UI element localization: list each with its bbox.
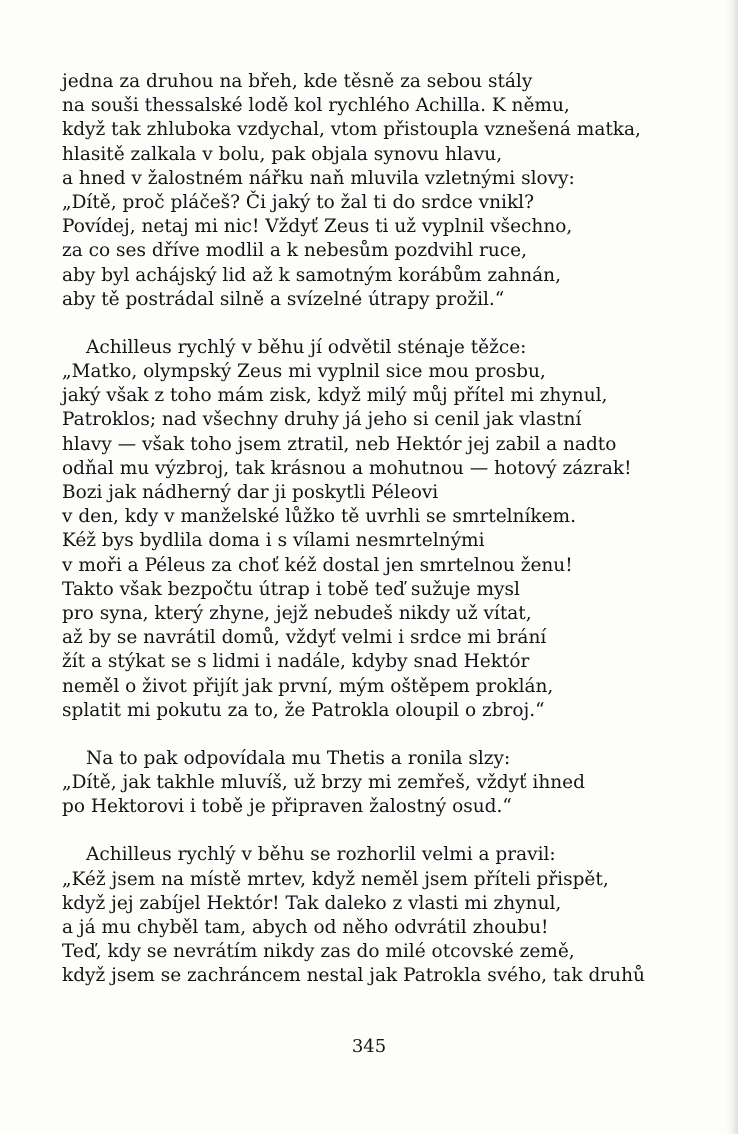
text-line: Na to pak odpovídala mu Thetis a ronila slzy: (86, 747, 511, 769)
text-line: když jej zabíjel Hektór! Tak daleko z vlasti mi zhynul, (62, 892, 562, 914)
text-line: v moři a Péleus za choť kéž dostal jen smrtelnou ženu! (62, 554, 573, 576)
text-line: jedna za druhou na břeh, kde těsně za sebou stály (62, 71, 533, 92)
text-line: Povídej, netaj mi nic! Vždyť Zeus ti už vyplnil všechno, (62, 216, 573, 238)
page-text (62, 70, 662, 989)
text-line: a hned v žalostném nářku naň mluvila vzletnými slovy: (62, 167, 575, 189)
text-line: za co ses dříve modlil a k nebesům pozdvihl ruce, (62, 240, 527, 262)
text-line: splatit mi pokutu za to, že Patrokla oloupil o zbroj.“ (62, 699, 545, 721)
text-line: a já mu chyběl tam, abych od něho odvrátil zhoubu! (62, 917, 549, 938)
text-line: hlasitě zalkala v bolu, pak objala synovu hlavu, (62, 143, 503, 165)
text-line: na souši thessalské lodě kol rychlého Achilla. K němu, (62, 95, 570, 117)
text-line: aby byl achájský lid až k samotným korábům zahnán, (62, 264, 561, 286)
text-line: „Dítě, proč pláčeš? Či jaký to žal ti do srdce vnikl? (62, 191, 535, 213)
text-line: „Matko, olympský Zeus mi vyplnil sice mou prosbu, (62, 361, 546, 383)
paragraph-gap (62, 819, 662, 843)
text-line: aby tě postrádal silně a svízelné útrapy prožil.“ (62, 288, 505, 310)
text-line: pro syna, který zhyne, jejž nebudeš nikdy už vítat, (62, 602, 532, 624)
text-line: neměl o život přijít jak první, mým oštěpem proklán, (62, 675, 554, 697)
text-line: žít a stýkat se s lidmi i nadále, kdyby snad Hektór (62, 651, 530, 673)
page-number: 345 (351, 1036, 387, 1057)
text-line: Patroklos; nad všechny druhy já jeho si cenil jak vlastní (62, 409, 582, 431)
paragraph-gap (62, 723, 662, 747)
text-line: když tak zhluboka vzdychal, vtom přistoupla vznešená matka, (62, 119, 641, 141)
text-line: až by se navrátil domů, vždyť velmi i srdce mi brání (62, 627, 547, 649)
text-line: „Kéž jsem na místě mrtev, když neměl jsem příteli přispět, (62, 868, 609, 890)
text-line: hlavy — však toho jsem ztratil, neb Hektór jej zabil a nadto (62, 433, 617, 455)
page-edge-shadow (726, 0, 738, 1134)
text-line: když jsem se zachráncem nestal jak Patrokla svého, tak druhů (62, 965, 645, 987)
text-line: Achilleus rychlý v běhu jí odvětil sténaje těžce: (86, 336, 527, 358)
text-line: odňal mu výzbroj, tak krásnou a mohutnou — hotový zázrak! (62, 457, 632, 479)
text-line: po Hektorovi i tobě je připraven žalostný osud.“ (62, 796, 512, 818)
text-line: Takto však bezpočtu útrap i tobě teď sužuje mysl (62, 578, 520, 600)
text-line: Bozi jak nádherný dar ji poskytli Péleovi (62, 482, 439, 503)
paragraph-gap (62, 312, 662, 336)
text-line: v den, kdy v manželské lůžko tě uvrhli se smrtelníkem. (62, 506, 576, 528)
text-line: „Dítě, jak takhle mluvíš, už brzy mi zemřeš, vždyť ihned (62, 772, 585, 794)
text-line: jaký však z toho mám zisk, když milý můj přítel mi zhynul, (62, 385, 608, 407)
text-line: Teď, kdy se nevrátím nikdy zas do milé otcovské země, (62, 941, 575, 963)
text-line: Kéž bys bydlila doma i s vílami nesmrtelnými (62, 530, 485, 552)
text-line: Achilleus rychlý v běhu se rozhorlil velmi a pravil: (86, 844, 556, 866)
